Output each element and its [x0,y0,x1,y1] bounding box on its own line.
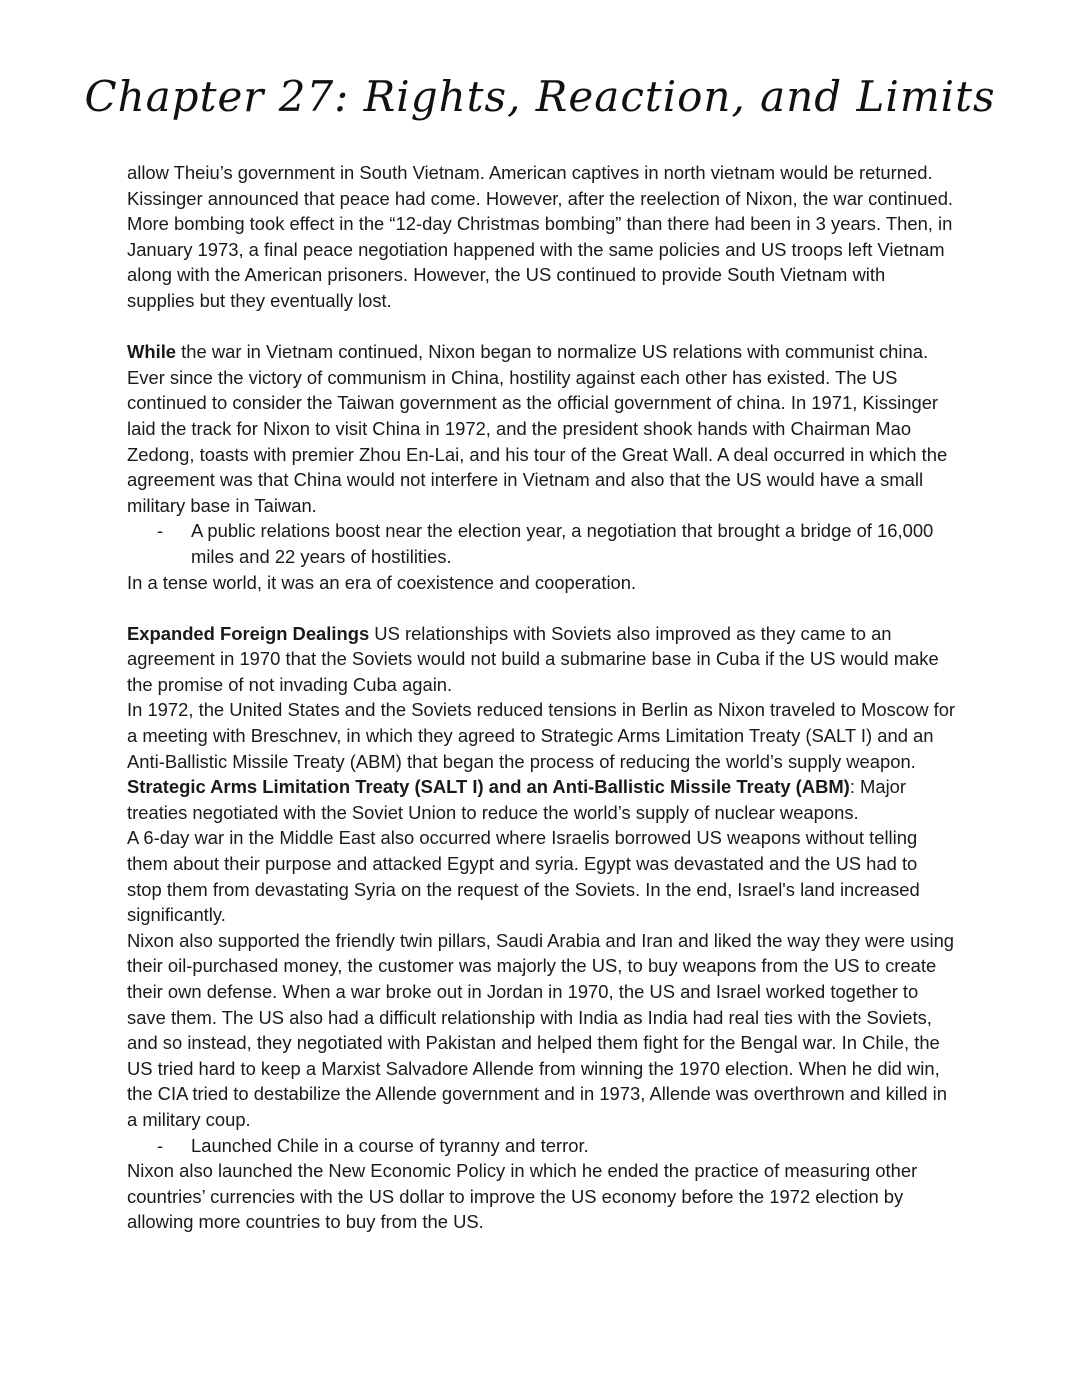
paragraph-twin-pillars: Nixon also supported the friendly twin pillars, Saudi Arabia and Iran and liked the way they were using their oil-purchased money, the customer was majorly the US, to buy weapons from the US to create their own defense. When a war broke out in Jordan in 1970, the US and Israel worked together to save them. The US also had a difficult relationship with India as India had real ties with the Soviets, and so instead, they negotiated with Pakistan and helped them fight for the Bengal war. In Chile, the US tried hard to keep a Marxist Salvadore Allende from winning the 1970 election. When he did win, the CIA tried to destabilize the Allende government and in 1973, Allende was overthrown and killed in a military coup. [127,929,955,1130]
paragraph-six-day-war: A 6-day war in the Middle East also occurred where Israelis borrowed US weapons without telling them about their purpose and attacked Egypt and syria. Egypt was devastated and the US had to stop them from devastating Syria on the request of the Soviets. In the end, Israel's land increased significantly. [127,827,920,926]
paragraph-vietnam-peace: allow Theiu’s government in South Vietnam. American captives in north vietnam would be returned. Kissinger announced that peace had come. However, after the reelection of Nixon, the war continued. More bombing took effect in the “12-day Christmas bombing” than there had been in 3 years. Then, in January 1973, a final peace negotiation happened with the same policies and US troops left Vietnam along with the American prisoners. However, the US continued to provide South Vietnam with supplies but they eventually lost. [127,162,954,311]
paragraph-foreign-dealings [127,621,957,698]
term-label: Strategic Arms Limitation Treaty (SALT I) and an Anti-Ballistic Missile Treaty (ABM) [127,776,850,798]
page-title: Chapter 27: Rights, Reaction, and Limits [84,72,996,121]
paragraph-text: the war in Vietnam continued, Nixon began to normalize US relations with communist china. Ever since the victory of communism in China, hostility against each other has existed. The US continued to consider the Taiwan government as the official government of china. In 1971, Kissinger laid the track for Nixon to visit China in 1972, and the president shook hands with Chairman Mao Zedong, toasts with premier Zhou En-Lai, and his tour of the Great Wall. A deal occurred in which the agreement was that China would not interfere in Vietnam and also that the US would have a small military base in Taiwan. [127,341,948,516]
paragraph-text: US relationships with Soviets also improved as they came to an agreement in 1970 that the Soviets would not build a submarine base in Cuba if the US would make the promise of not invading Cuba again. [127,622,939,695]
paragraph-coexistence: In a tense world, it was an era of coexistence and cooperation. [127,571,637,593]
paragraph-gap [127,314,957,340]
paragraph-economic-policy: Nixon also launched the New Economic Policy in which he ended the practice of measuring other countries’ currencies with the US dollar to improve the US economy before the 1972 election by allowing more countries to buy from the US. [127,1160,918,1233]
paragraph-gap [127,595,957,621]
bullet-item-chile [127,1133,957,1159]
bullet-dash: - [157,520,164,542]
paragraph-lead-word: While [127,341,177,363]
bullet-text: Launched Chile in a course of tyranny and terror. [191,1134,589,1156]
bullet-dash: - [157,1134,164,1156]
section-heading: Expanded Foreign Dealings [127,622,370,644]
paragraph-moscow-summit: In 1972, the United States and the Soviets reduced tensions in Berlin as Nixon traveled to Moscow for a meeting with Breschnev, in which they agreed to Strategic Arms Limitation Treaty (SALT I) and an Anti-Ballistic Missile Treaty (ABM) that began the process of reducing the world’s supply weapon. [127,699,956,772]
document-body [127,160,957,1235]
bullet-text: A public relations boost near the election year, a negotiation that brought a bridge of 16,000 miles and 22 years of hostilities. [191,520,934,567]
paragraph-text: : Major treaties negotiated with the Soviet Union to reduce the world’s supply of nuclear weapons. [127,776,907,823]
paragraph-china-relations [127,339,957,518]
bullet-item-pr-boost [127,518,957,569]
paragraph-treaty-definition [127,774,957,825]
